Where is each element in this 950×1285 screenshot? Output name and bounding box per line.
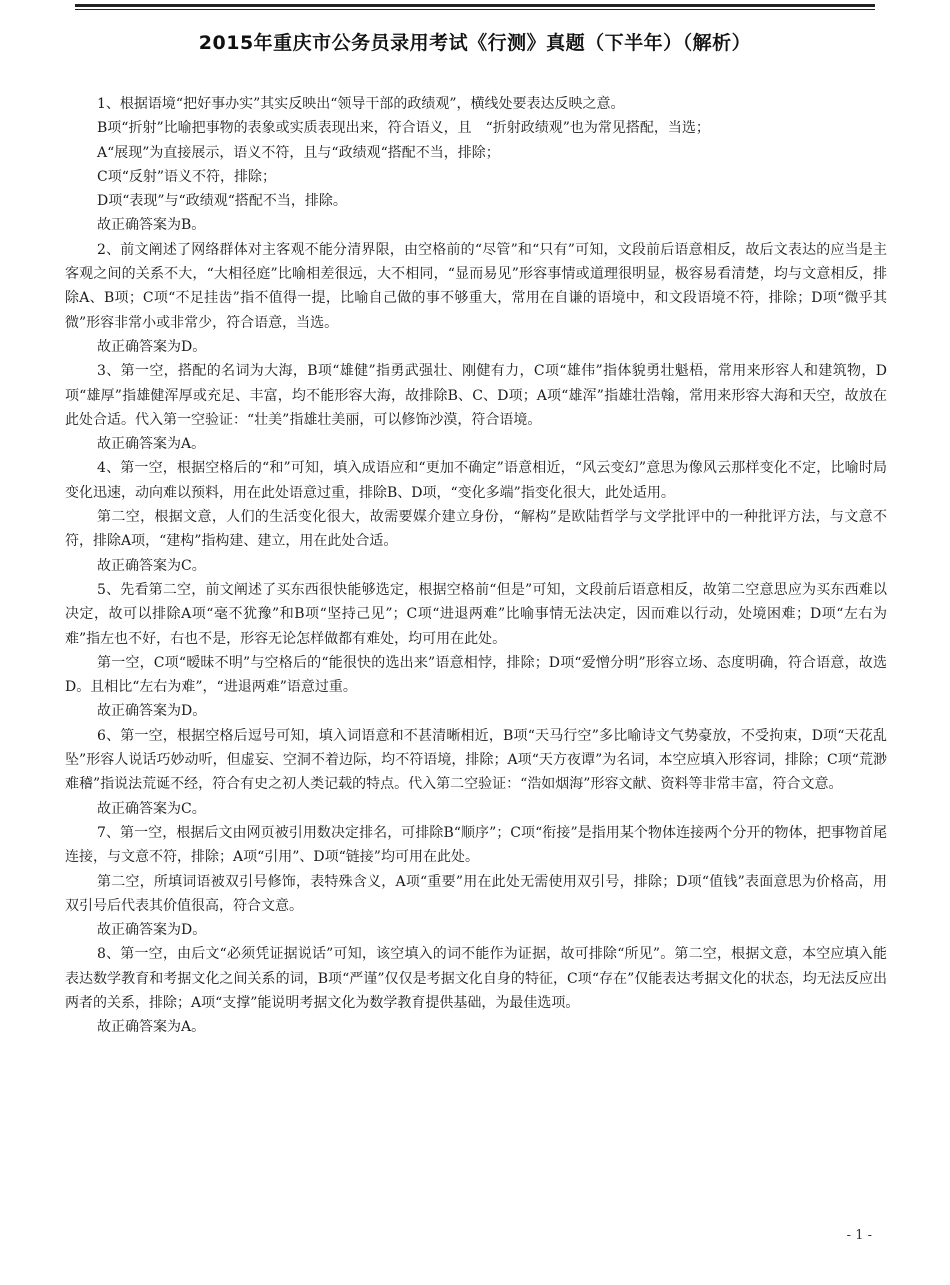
answer-q2: 故正确答案为D。 <box>97 338 207 355</box>
paragraph-q1-option-d: D项“表现”与“政绩观“搭配不当，排除。 <box>97 193 347 210</box>
answer-q5: 故正确答案为D。 <box>97 703 207 720</box>
paragraph-q5-blank1: 第一空，C项“暧昧不明”与空格后的“能很快的选出来”语意相悖，排除；D项“爱憎分明”形容立场、态度明确，符合语意，故选D。且相比“左右为难”，“进退两难”语意过重。 <box>65 654 887 696</box>
paragraph-q1: 1、根据语境“把好事办实”其实反映出“领导干部的政绩观”，横线处要表达反映之意。 <box>97 96 625 112</box>
page-title: 2015年重庆市公务员录用考试《行测》真题（下半年）（解析） <box>198 32 752 54</box>
paragraph-q7-blank1: 7、第一空，根据后文由网页被引用数决定排名，可排除B“顺序”；C项“衔接”是指用某个物体连接两个分开的物体，把事物首尾连接，与文意不符，排除；A项“引用”、D项“链接”均可用在此处。 <box>65 824 887 866</box>
answer-analysis-body <box>65 92 887 1040</box>
header-rule-thin <box>75 9 875 10</box>
paragraph-q1-option-c: C项“反射”语义不符，排除； <box>97 168 277 185</box>
answer-q7: 故正确答案为D。 <box>97 922 207 939</box>
paragraph-q7-blank2: 第二空，所填词语被双引号修饰，表特殊含义，A项“重要”用在此处无需使用双引号，排除；D项“值钱”表面意思为价格高，用双引号后代表其价值很高，符合文意。 <box>65 873 887 914</box>
paragraph-q8: 8、第一空，由后文“必须凭证据说话”可知，该空填入的词不能作为证据，故可排除“所见”。第二空，根据文意，本空应填入能表达数学教育和考据文化之间关系的词，B项“严谨”仅仅是考据文化自身的特征，C项“存在”仅能表达考据文化的状态，均无法反应出两者的关系，排除；A项“支撑”能说明考据文化为数学教育提供基础，为最佳选项。 <box>65 946 887 1011</box>
paragraph-q5-blank2: 5、先看第二空，前文阐述了买东西很快能够选定，根据空格前“但是”可知，文段前后语意相反，故第二空意思应为买东西难以决定，故可以排除A项“毫不犹豫”和B项“坚持己见”；C项“进退两难”比喻事情无法决定，因而难以行动，处境困难；D项“左右为难”指左也不好，右也不是，形容无论怎样做都有难处，均可用在此处。 <box>65 581 887 647</box>
page-number: - 1 - <box>846 1228 872 1243</box>
header-rule-thick <box>75 4 875 7</box>
answer-q8: 故正确答案为A。 <box>97 1019 206 1036</box>
paragraph-q4-blank1: 4、第一空，根据空格后的“和”可知，填入成语应和“更加不确定”语意相近，“风云变幻”意思为像风云那样变化不定，比喻时局变化迅速，动向难以预料，用在此处语意过重，排除B、D项，“变化多端”指变化很大，此处适用。 <box>65 460 887 501</box>
answer-q1: 故正确答案为B。 <box>97 217 206 234</box>
paragraph-q6: 6、第一空，根据空格后逗号可知，填入词语意和不甚清晰相近，B项“天马行空”多比喻诗文气势豪放，不受拘束，D项“天花乱坠”形容人说话巧妙动听，但虚妄、空洞不着边际，均不符语境，排除；A项“天方夜谭”为名词，本空应填入形容词，排除；C项“荒渺难稽”指说法荒诞不经，符合有史之初人类记载的特点。代入第二空验证：“浩如烟海”形容文献、资料等非常丰富，符合文意。 <box>65 727 887 793</box>
paragraph-q1-option-b: B项“折射”比喻把事物的表象或实质表现出来，符合语义，且 “折射政绩观”也为常见搭配，当选； <box>97 120 710 137</box>
paragraph-q2: 2、前文阐述了网络群体对主客观不能分清界限，由空格前的“尽管”和“只有”可知，文段前后语意相反，故后文表达的应当是主客观之间的关系不大，“大相径庭”比喻相差很远，大不相同，“显而易见”形容事情或道理很明显，极容易看清楚，均与文意相反，排除A、B项；C项“不足挂齿”指不值得一提，比喻自己做的事不够重大，常用在自谦的语境中，和文段语境不符，排除；D项“微乎其微”形容非常小或非常少，符合语意，当选。 <box>65 241 887 331</box>
answer-q3: 故正确答案为A。 <box>97 436 206 453</box>
paragraph-q1-option-a: A“展现”为直接展示，语义不符，且与“政绩观“搭配不当，排除； <box>97 144 500 161</box>
answer-q4: 故正确答案为C。 <box>97 557 206 574</box>
answer-q6: 故正确答案为C。 <box>97 800 206 817</box>
paragraph-q3: 3、第一空，搭配的名词为大海，B项“雄健”指勇武强壮、刚健有力，C项“雄伟”指体貌勇壮魁梧，常用来形容人和建筑物，D项“雄厚”指雄健浑厚或充足、丰富，均不能形容大海，故排除B、C、D项；A项“雄浑”指雄壮浩翰，常用来形容大海和天空，故放在此处合适。代入第一空验证：“壮美”指雄壮美丽，可以修饰沙漠，符合语境。 <box>65 363 887 428</box>
paragraph-q4-blank2: 第二空，根据文意，人们的生活变化很大，故需要媒介建立身份，“解构”是欧陆哲学与文学批评中的一种批评方法，与文意不符，排除A项，“建构”指构建、建立，用在此处合适。 <box>65 509 887 550</box>
